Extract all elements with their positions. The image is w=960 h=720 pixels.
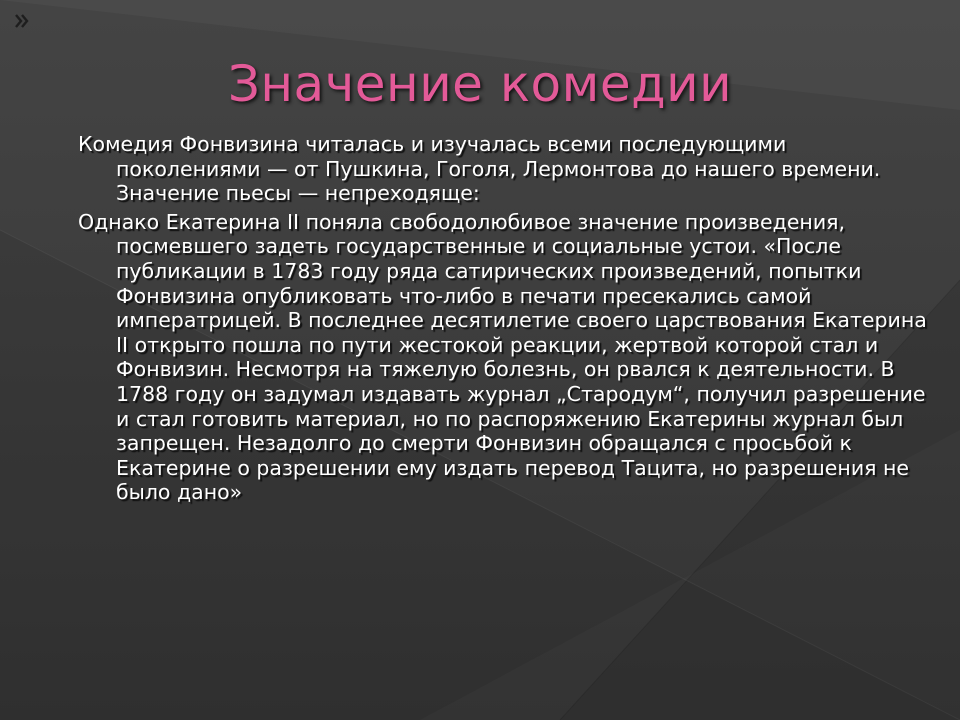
paragraph-catherine: Однако Екатерина II поняла свободолюбивое значение произведения, посмевшего задеть государственные и социальные устои. «После публикации в 1783 году ряда сатирических произведений, попытки Фонвизина опубликовать что-либо в печати пресекались самой императрицей. В последнее десятилетие своего царствования Екатерина II открыто пошла по пути жестокой реакции, жертвой которой стал и Фонвизин. Несмотря на тяжелую болезнь, он рвался к деятельности. В 1788 году он задумал издавать журнал „Стародум“, получил разрешение и стал готовить материал, но по распоряжению Екатерины журнал был запрещен. Незадолго до смерти Фонвизин обращался с просьбой к Екатерине о разрешении ему издать перевод Тацита, но разрешения не было дано»	[78, 209, 927, 505]
paragraph-significance: Комедия Фонвизина читалась и изучалась всеми последующими поколениями — от Пушкина, Гоголя, Лермонтова до нашего времени. Значение пьесы — непреходяще:	[78, 132, 881, 206]
double-chevron-right-icon	[14, 12, 32, 30]
slide-title: Значение комедии	[227, 55, 733, 113]
slide-body	[78, 132, 928, 509]
